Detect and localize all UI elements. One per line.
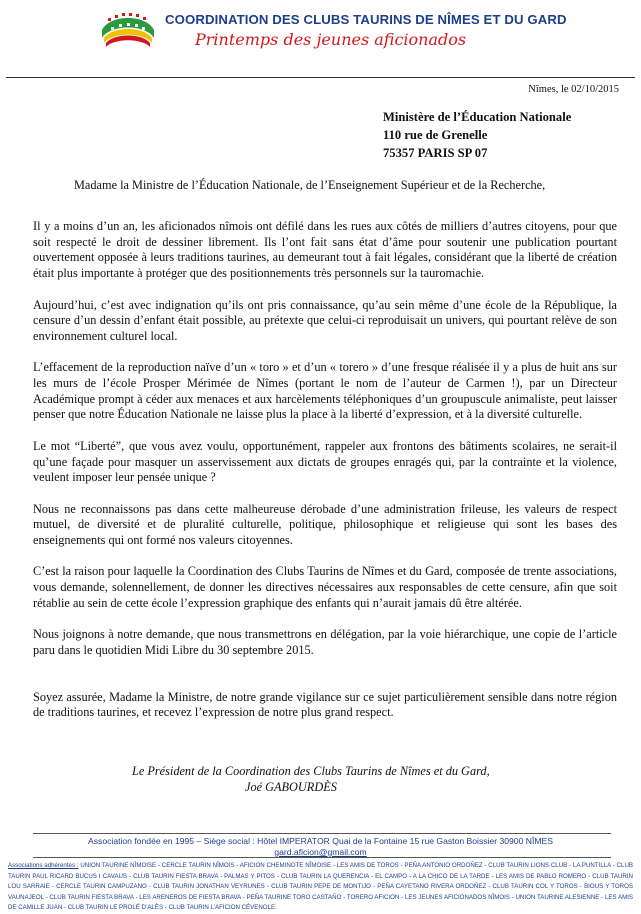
- members-list: UNION TAURINE NÎMOISE - CERCLE TAURIN NÎMOIS - AFICION CHEMINOTE NÎMOISE - LES AMIS DE TOROS - PEÑA ANTONIO ORDOÑEZ - CLUB TAURIN LIONS CLUB - LA PUNTILLA - CLUB TAURIN PAUL RICARD BUCUS I CAVAUS - CLUB TAURIN FIESTA BRAVA - PALMAS Y PITOS - CLUB TAURIN LA QUERENCIA - EL CAMPO - A LA CHICO DE LA TARDE - LES AMIS DE PABLO ROMERO - CLUB TAURIN LOU SARRAIE - CERCLE TAURIN CAMPUZANO - CLUB TAURIN JONATHAN VEYRUNES - CLUB TAURIN PEPE DE MONTIJO - PEÑA CAYETANO RIVERA ORDOÑEZ - CLUB TAURIN COL Y TOROS - BIOUS Y TOROS VAUNAJEOL - CLUB TAURIN FIESTA BRAVA - LES ARENEROS DE FIESTA BRAVA - PEÑA TAURINE TORO CASTAÑO - TORERO AFICION - LES JEUNES AFICIONADOS NÎMOIS - UNION TAURINE ALESIENNE - LES AMIS DE CAMILLE JUAN - CLUB TAURIN LE PROLÉ D’ALÈS - CLUB TAURIN L’AFICION CÉVENOLE.: [8, 862, 633, 912]
- footer-divider: [33, 833, 611, 834]
- body-paragraph: Nous joignons à notre demande, que nous transmettrons en délégation, par la voie hiérarchique, une copie de l’article paru dans le quotidien Midi Libre du 30 septembre 2015.: [33, 627, 617, 657]
- body-paragraph: Il y a moins d’un an, les aficionados nîmois ont défilé dans les rues aux côtés de milliers d’autres citoyens, pour que soit respecté le droit de dessiner librement. Ils l’ont fait sans état d’âme pour soutenir une publication pourtant ouvertement opposée à leurs traditions taurines, au demeurant tout à fait légales, considérant que la liberté de création était plus importante à protéger que des positionnements très personnels sur la tauromachie.: [33, 219, 617, 281]
- body-paragraph: Le mot “Liberté”, que vous avez voulu, opportunément, rappeler aux frontons des bâtiments scolaires, ne serait-il qu’une façade pour masquer un asservissement aux dictats de groupes enragés qui, par la contrainte et la violence, veulent imposer leur pensée unique ?: [33, 438, 617, 485]
- org-title: COORDINATION DES CLUBS TAURINS DE NÎMES ET DU GARD: [165, 12, 567, 27]
- salutation: Madame la Ministre de l’Éducation Nationale, de l’Enseignement Supérieur et de la Recherche,: [74, 178, 546, 192]
- signature-title: Le Président de la Coordination des Clubs Taurins de Nîmes et du Gard,: [132, 764, 490, 778]
- recipient-line: 75357 PARIS SP 07: [383, 146, 488, 160]
- member-associations: [8, 861, 633, 914]
- body-paragraph: L’effacement de la reproduction naïve d’un « toro » et d’un « torero » d’une fresque réalisée il y a plus de huit ans sur les murs de l’école Prosper Mérimée de Nîmes (portant le nom de l’auteur de Carmen !), par un Directeur Académique prompt à céder aux menaces et aux harcèlements téléphoniques d’un groupuscule animaliste, peut laisser penser que notre Éducation Nationale ne laisse plus la place à la liberté d’expression, et à la diversité culturelle.: [33, 360, 617, 422]
- body-paragraph: C’est la raison pour laquelle la Coordination des Clubs Taurins de Nîmes et du Gard, composée de trente associations, vous demande, solennellement, de donner les directives nécessaires aux responsables de cette censure, afin que soit rétablie au sein de cette école l’expression graphique des enfants qui n’aurait jamais dû être altérée.: [33, 564, 617, 610]
- footer-email-link[interactable]: gard.aficion@gmail.com: [274, 847, 367, 857]
- body-paragraph: Nous ne reconnaissons pas dans cette malheureuse dérobade d’une administration frileuse, les valeurs de respect mutuel, de diversité et de pluralité culturelle, politique, philosophique et religieuse qui sont les bases des enseignements qui ont formé nos valeurs citoyennes.: [33, 501, 617, 547]
- footer-address: Association fondée en 1995 – Siège social : Hôtel IMPERATOR Quai de la Fontaine 15 rue Gaston Boissier 30900 NÎMES: [88, 836, 553, 846]
- letter-body: [33, 219, 617, 737]
- footer-divider: [33, 857, 611, 858]
- members-label: Associations adhérentes :: [8, 862, 79, 869]
- closing-paragraph: Soyez assurée, Madame la Ministre, de notre grande vigilance sur ce sujet particulièrement sensible dans notre région de traditions taurines, et recevez l’expression de notre plus grand respect.: [33, 689, 617, 720]
- signature-name: Joé GABOURDÈS: [245, 779, 337, 794]
- header-divider: [6, 77, 635, 78]
- recipient-address: [383, 108, 571, 162]
- recipient-line: 110 rue de Grenelle: [383, 128, 488, 142]
- body-paragraph: Aujourd’hui, c’est avec indignation qu’ils ont pris connaissance, qu’au sein même d’une école de la République, la censure d’un dessin d’enfant était possible, au prétexte que celui-ci reproduisait un univers, qui pourtant relève de son environnement culturel local.: [33, 297, 617, 343]
- org-subtitle: Printemps des jeunes aficionados: [195, 30, 467, 49]
- club-logo: [96, 8, 160, 52]
- recipient-line: Ministère de l’Éducation Nationale: [383, 110, 572, 124]
- signature-block: [132, 764, 490, 795]
- letter-date: Nîmes, le 02/10/2015: [528, 84, 619, 95]
